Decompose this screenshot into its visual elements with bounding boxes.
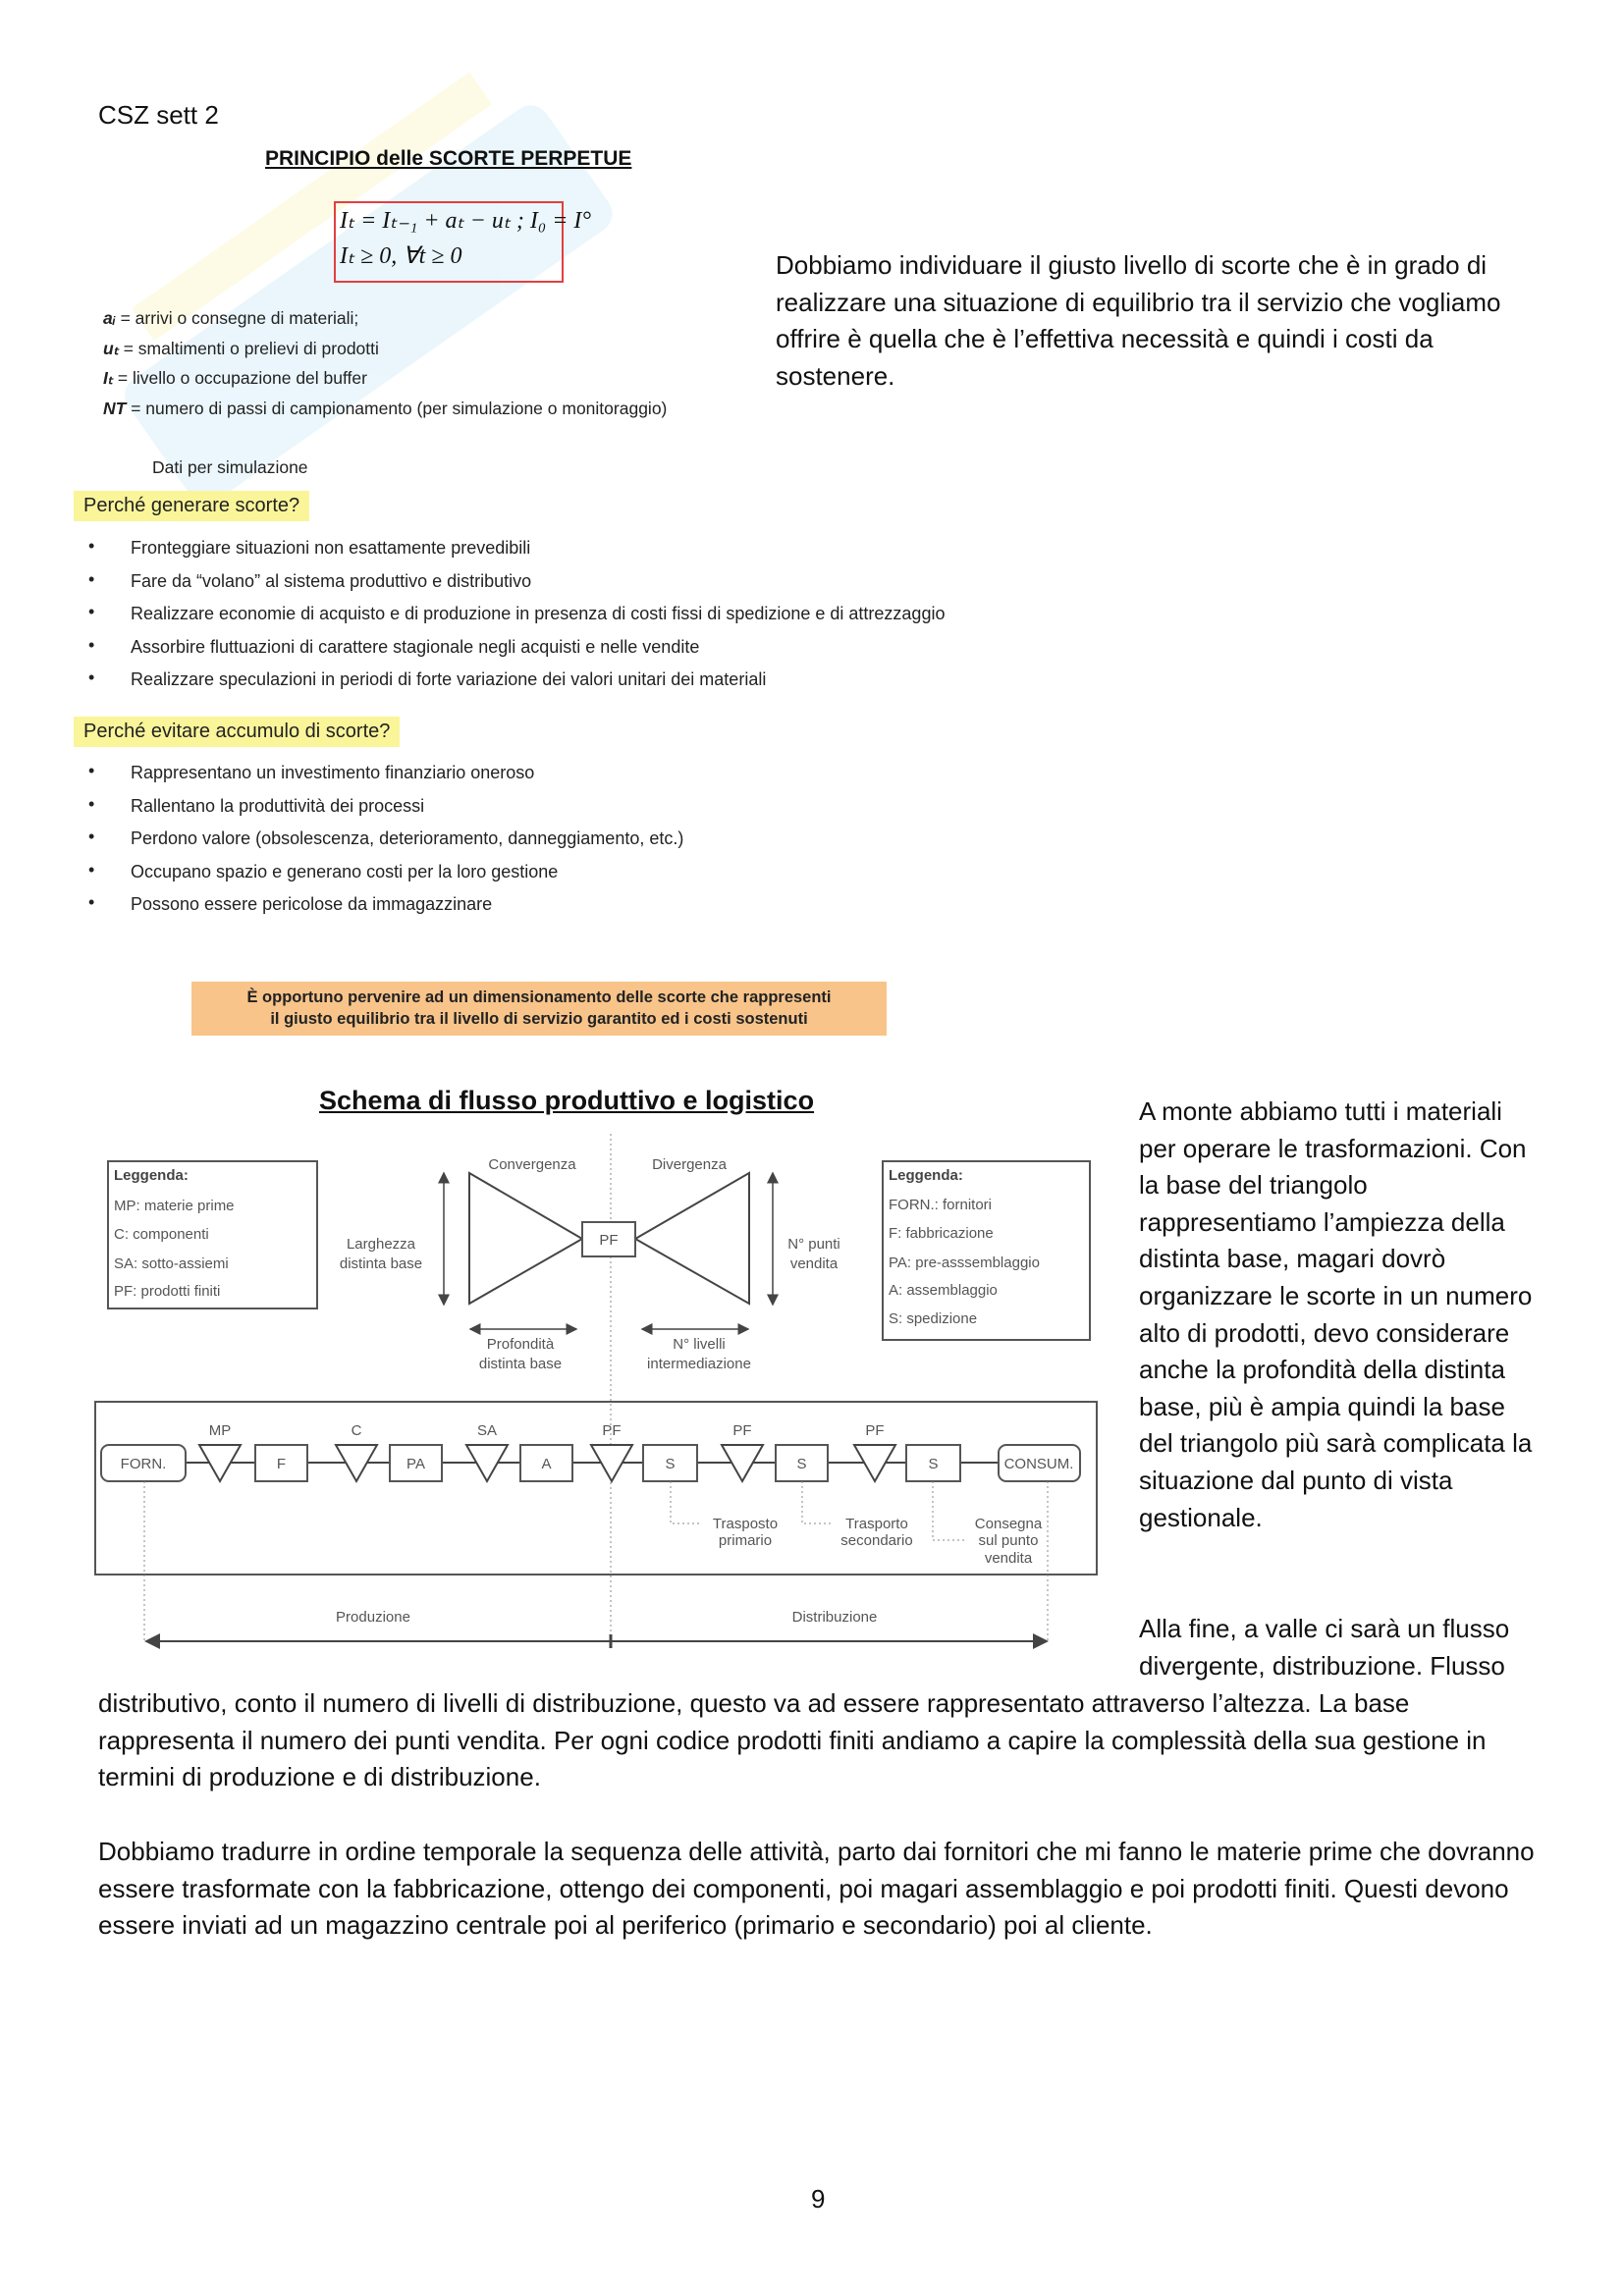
transport-label: secondario (840, 1532, 913, 1549)
list-item-text: Perdono valore (obsolescenza, deterioramento, danneggiamento, etc.) (131, 828, 684, 848)
stock-label: PF (732, 1422, 752, 1439)
diagram-title: Schema di flusso produttivo e logistico (319, 1086, 815, 1115)
produzione-label: Produzione (336, 1609, 410, 1626)
distribuzione-label: Distribuzione (791, 1609, 878, 1626)
definition-text: = livello o occupazione del buffer (113, 368, 367, 388)
livelli-label: intermediazione (647, 1356, 751, 1372)
larghezza-label: distinta base (339, 1255, 423, 1272)
why-avoid-heading: Perché evitare accumulo di scorte? (74, 717, 400, 747)
divergence-triangle (635, 1173, 749, 1304)
principio-title: PRINCIPIO delle SCORTE PERPETUE (265, 147, 632, 170)
list-item-text: Occupano spazio e generano costi per la loro gestione (131, 862, 559, 881)
process-label: F (276, 1456, 287, 1472)
stock-label: PF (865, 1422, 885, 1439)
definition-symbol: Iₜ (103, 368, 114, 388)
callout-line: È opportuno pervenire ad un dimensionamento delle scorte che rappresenti (246, 988, 832, 1006)
stock-label: PF (602, 1422, 622, 1439)
forn-label: FORN. (120, 1456, 167, 1472)
stock-label: C (351, 1422, 362, 1439)
callout-line: il giusto equilibrio tra il livello di servizio garantito ed i costi sostenuti (270, 1010, 808, 1028)
legend-item: S: spedizione (889, 1310, 978, 1327)
process-label: A (541, 1456, 552, 1472)
right-column-paragraph-2: Alla fine, a valle ci sarà un flusso divergente, distribuzione. Flusso (1139, 1614, 1510, 1681)
list-item-text: Realizzare economie di acquisto e di produzione in presenza di costi fissi di spedizione e di attrezzaggio (131, 604, 946, 623)
transport-label: Trasposto (712, 1516, 779, 1532)
process-label: S (928, 1456, 939, 1472)
dati-label: Dati per simulazione (152, 457, 308, 477)
formula-line-2: Iₜ ≥ 0, ∀t ≥ 0 (340, 243, 462, 269)
pf-center-label: PF (599, 1232, 619, 1249)
why-generate-heading: Perché generare scorte? (74, 491, 309, 521)
legend-item: C: componenti (114, 1226, 209, 1243)
transport-connector (933, 1481, 965, 1540)
list-item-text: Realizzare speculazioni in periodi di forte variazione dei valori unitari dei materiali (131, 669, 767, 689)
stock-label: SA (476, 1422, 498, 1439)
profondita-label: distinta base (478, 1356, 563, 1372)
definition-symbol: NT (103, 399, 127, 418)
definition-symbol: uₜ (103, 339, 119, 358)
stock-label: MP (208, 1422, 232, 1439)
transport-connector (671, 1481, 702, 1523)
page-number: 9 (811, 2184, 826, 2214)
right-column-paragraph: A monte abbiamo tutti i materiali per operare le trasformazioni. Con la base del triangolo rappresentiamo l’ampiezza della distinta base, magari dovrò organizzare le scorte in un numero alto di prodotti, devo considerare anche la profondità della distinta base, più è ampia quindi la base del triangolo più sarà complicata la situazione dal punto di vista gestionale. (1139, 1096, 1533, 1532)
header-label: CSZ sett 2 (98, 100, 219, 130)
transport-label: primario (718, 1532, 773, 1549)
process-label: PA (406, 1456, 425, 1472)
convergence-triangle (469, 1173, 582, 1304)
definition-text: = smaltimenti o prelievi di prodotti (118, 339, 379, 358)
legend-item: PA: pre-asssemblaggio (889, 1255, 1040, 1271)
convergenza-label: Convergenza (488, 1156, 576, 1173)
list-item-text: Fronteggiare situazioni non esattamente prevedibili (131, 538, 531, 558)
formula-line-1: Iₜ = Iₜ₋₁ + aₜ − uₜ ; I₀ = I° (340, 208, 592, 234)
list-item-text: Rappresentano un investimento finanziario oneroso (131, 763, 535, 782)
legend-item: SA: sotto-assiemi (114, 1255, 229, 1272)
transport-label: Consegna (974, 1516, 1043, 1532)
intro-paragraph: Dobbiamo individuare il giusto livello di scorte che è in grado di realizzare una situazione di equilibrio tra il servizio che vogliamo offrire è quella che è l’effettiva necessità e quindi i costi da sostenere. (776, 250, 1501, 391)
legend-title: Leggenda: (114, 1167, 189, 1184)
transport-label: Trasporto (845, 1516, 908, 1532)
profondita-label: Profondità (486, 1336, 555, 1353)
definition-text: = arrivi o consegne di materiali; (115, 308, 359, 328)
flow-frame (95, 1402, 1097, 1575)
legend-title: Leggenda: (889, 1167, 963, 1184)
definition-symbol: aᵢ (103, 308, 116, 328)
punti-vendita-label: N° punti (787, 1236, 840, 1253)
list-item-text: Assorbire fluttuazioni di carattere stagionale negli acquisti e nelle vendite (131, 637, 700, 657)
larghezza-label: Larghezza (346, 1236, 416, 1253)
transport-connector (802, 1481, 834, 1523)
legend-item: FORN.: fornitori (889, 1197, 993, 1213)
paragraph: Dobbiamo tradurre in ordine temporale la sequenza delle attività, parto dai fornitori che mi fanno le materie prime che dovranno essere trasformate con la fabbricazione, ottengo dei componenti, poi magari assemblaggio e poi prodotti finiti. Questi devono essere inviati ad un magazzino centrale poi al periferico (primario e secondario) poi al cliente. (98, 1837, 1535, 1941)
document-page: CSZ sett 2 PRINCIPIO delle SCORTE PERPETUE Iₜ = Iₜ₋₁ + aₜ − uₜ ; I₀ = I° Iₜ ≥ 0, ∀t ≥ 0 aᵢ = arrivi o consegne di materiali; uₜ = smaltimenti o prelievi di prodotti Iₜ = livello o occupazione del buffer NT = numero di passi di campionamento (per simulazione o monitoraggio) Dati per simulazione Dobbiamo individuare il giusto livello di scorte che è in grado di realizzare una situazione di equilibrio tra il servizio che vogliamo offrire è quella che è l’effettiva necessità e quindi i costi da sostenere. Perché generare scorte? • Fronteggiare situazioni non esattamente prevedibili • Fare da “volano” al sistema produttivo e distributivo • Realizzare economie di acquisto e di produzione in presenza di costi fissi di spedizione e di attrezzaggio • Assorbire fluttuazioni di carattere stagionale negli acquisti e nelle vendite • Realizzare speculazioni in periodi di forte variazione dei valori unitari dei materiali Perché evitare accumulo di scorte? • Rappresentano un investimento finanziario oneroso • Rallentano la produttività dei processi • Perdono valore (obsolescenza, deterioramento, danneggiamento, etc.) • Occupano spazio e generano costi per la loro gestione • Possono essere pericolose da immagazzinare È opportuno pervenire ad un dimensionamento delle scorte che rappresenti il giusto equilibrio tra il livello di servizio garantito ed i costi sostenuti Schema di flusso produttivo e logistico Leggenda: MP: materie prime C: componenti SA: sotto-assiemi PF: prodotti finiti Leggenda: FORN.: fornitori F: fabbricazione PA: pre-asssemblaggio A: assemblaggio S: spedizione PF Convergenza Divergenza Larghezza distinta base N° punti vendita Profondità distinta base N° livelli intermediazione FORN. CONSUM. MP C SA PF PF PF F PA A S S S Trasposto primario Trasporto secondario Consegna sul punto vendita Produzione Distribuzione A monte abbiamo tutti i materiali per operare le trasformazioni. Con la base del triangolo rappresentiamo l’ampiezza della distinta base, magari dovrò organizzare le scorte in un numero alto di prodotti, devo considerare anche la profondità della distinta base, più è ampia quindi la base del triangolo più sarà complicata la situazione dal punto di vista gestionale. Alla fine, a valle ci sarà un flusso divergente, distribuzione. Flusso distributivo, conto il numero di livelli di distribuzione, questo va ad essere rappresentato attraverso l’altezza. La base rappresenta il numero dei punti vendita. Per ogni codice prodotti finiti andiamo a capire la complessità della sua gestione in termini di produzione e di distribuzione. Dobbiamo tradurre in ordine temporale la sequenza delle attività, parto dai fornitori che mi fanno le materie prime che dovranno essere trasformate con la fabbricazione, ottengo dei componenti, poi magari assemblaggio e poi prodotti finiti. Questi devono essere inviati ad un magazzino centrale poi al periferico (primario e secondario) poi al cliente. 9 (0, 0, 1624, 2296)
legend-item: PF: prodotti finiti (114, 1283, 221, 1300)
process-label: S (796, 1456, 807, 1472)
process-label: S (665, 1456, 676, 1472)
punti-vendita-label: vendita (789, 1255, 839, 1272)
transport-label: sul punto (978, 1532, 1039, 1549)
list-item-text: Rallentano la produttività dei processi (131, 796, 425, 816)
definition-text: = numero di passi di campionamento (per simulazione o monitoraggio) (126, 399, 668, 418)
transport-label: vendita (984, 1550, 1033, 1567)
legend-item: A: assemblaggio (889, 1282, 998, 1299)
list-item-text: Fare da “volano” al sistema produttivo e distributivo (131, 571, 532, 591)
legend-item: MP: materie prime (114, 1198, 235, 1214)
consum-label: CONSUM. (1003, 1456, 1074, 1472)
paragraph: distributivo, conto il numero di livelli di distribuzione, questo va ad essere rappresentato attraverso l’altezza. La base rappresenta il numero dei punti vendita. Per ogni codice prodotti finiti andiamo a capire la complessità della sua gestione in termini di produzione e di distribuzione. (98, 1688, 1487, 1792)
divergenza-label: Divergenza (652, 1156, 727, 1173)
livelli-label: N° livelli (673, 1336, 726, 1353)
legend-item: F: fabbricazione (889, 1225, 994, 1242)
list-item-text: Possono essere pericolose da immagazzinare (131, 894, 493, 914)
